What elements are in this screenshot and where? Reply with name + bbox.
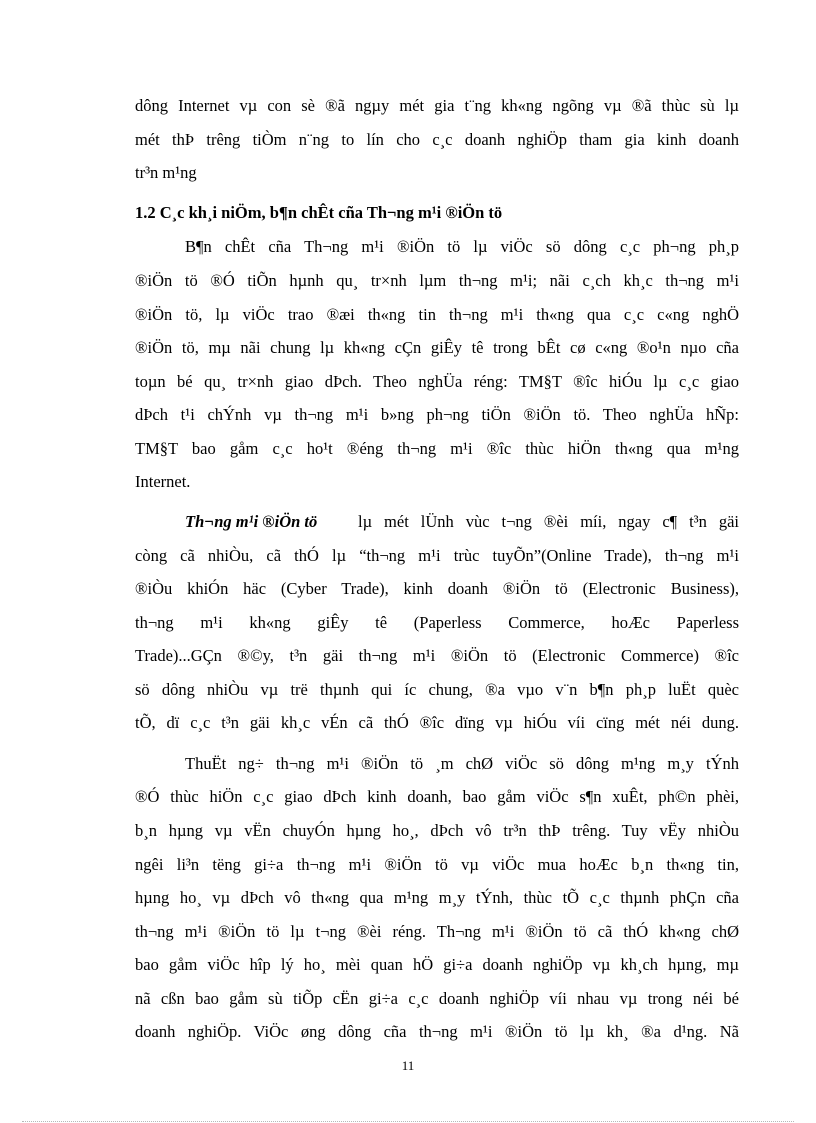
lead-term: Th¬ng m¹i ®iÖn tö	[185, 512, 318, 531]
text-line: dÞch t¹i chÝnh vµ th¬ng m¹i b»ng ph¬ng tiÖn ®iÖn tö. Theo nghÜa hÑp:	[135, 405, 739, 424]
page-number: 11	[401, 1058, 415, 1073]
text-line: Internet.	[135, 472, 191, 491]
text-line: toµn bé qu¸ tr×nh giao dÞch. Theo nghÜa réng: TM§T ®îc hiÓu lµ c¸c giao	[135, 372, 739, 391]
text-line: B¶n chÊt cña Th¬ng m¹i ®iÖn tö lµ viÖc sö dông c¸c ph¬ng ph¸p	[185, 237, 739, 256]
text-line: b¸n hµng vµ vËn chuyÓn hµng ho¸, dÞch vô tr³n thÞ trêng. Tuy vËy nhiÒu	[135, 821, 739, 840]
text-line: còng cã nhiÒu, cã thÓ lµ “th¬ng m¹i trùc tuyÕn”(Online Trade), th¬ng m¹i	[135, 546, 739, 565]
section-heading: 1.2 C¸c kh¸i niÖm, b¶n chÊt cña Th¬ng m¹i ®iÖn tö	[135, 203, 503, 222]
page-bottom-divider	[22, 1121, 794, 1122]
text-line: mét thÞ trêng tiÒm n¨ng to lín cho c¸c doanh nghiÖp tham gia kinh doanh	[135, 130, 739, 149]
text-line: sö dông nhiÒu vµ trë thµnh qui íc chung, ®a vµo v¨n b¶n ph¸p luËt quèc	[135, 680, 739, 699]
text-line: ThuËt ng÷ th¬ng m¹i ®iÖn tö ¸m chØ viÖc sö dông m¹ng m¸y tÝnh	[185, 754, 739, 773]
text-line: ngêi li³n tëng gi÷a th¬ng m¹i ®iÖn tö vµ viÖc mua hoÆc b¸n th«ng tin,	[135, 855, 739, 874]
text-line: ®iÖn tö, mµ nãi chung lµ kh«ng cÇn giÊy tê trong bÊt cø c«ng ®o¹n nµo cña	[135, 338, 739, 357]
text-line: th¬ng m¹i kh«ng giÊy tê (Paperless Commerce, hoÆc Paperless	[135, 613, 739, 632]
text-line: doanh nghiÖp. ViÖc øng dông cña th¬ng m¹i ®iÖn tö lµ kh¸ ®a d¹ng. Nã	[135, 1022, 739, 1041]
text-line: ®iÖn tö ®Ó tiÕn hµnh qu¸ tr×nh lµm th¬ng m¹i; nãi c¸ch kh¸c th¬ng m¹i	[135, 271, 739, 290]
text-line: dông Internet vµ con sè ®ã ngµy mét gia t¨ng kh«ng ngõng vµ ®ã thùc sù lµ	[135, 96, 739, 115]
text-line: ®Ó thùc hiÖn c¸c giao dÞch kinh doanh, bao gåm viÖc s¶n xuÊt, ph©n phèi,	[135, 787, 739, 806]
text-line: th¬ng m¹i ®iÖn tö lµ t¬ng ®èi réng. Th¬ng m¹i ®iÖn tö cã thÓ kh«ng chØ	[135, 922, 739, 941]
text-line: ®iÒu khiÓn häc (Cyber Trade), kinh doanh ®iÖn tö (Electronic Business),	[135, 579, 739, 598]
text-line: tr³n m¹ng	[135, 163, 197, 182]
text-line: nã cßn bao gåm sù tiÕp cËn gi÷a c¸c doanh nghiÖp víi nhau vµ trong néi bé	[135, 989, 739, 1008]
text-line: hµng ho¸ vµ dÞch vô th«ng qua m¹ng m¸y tÝnh, thùc tÕ c¸c thµnh phÇn cña	[135, 888, 739, 907]
text-line: tÕ, dï c¸c t³n gäi kh¸c vÉn cã thÓ ®îc dïng vµ hiÓu víi cïng mét néi dung.	[135, 713, 739, 732]
text-line: Trade)...GÇn ®©y, t³n gäi th¬ng m¹i ®iÖn tö (Electronic Commerce) ®îc	[135, 646, 739, 665]
text-line: TM§T bao gåm c¸c ho¹t ®éng th¬ng m¹i ®îc thùc hiÖn th«ng qua m¹ng	[135, 439, 739, 458]
text-line: lµ mét lÜnh vùc t¬ng ®èi míi, ngay c¶ t³n gäi	[358, 512, 739, 531]
text-line: bao gåm viÖc hîp lý ho¸ mèi quan hÖ gi÷a doanh nghiÖp vµ kh¸ch hµng, mµ	[135, 955, 739, 974]
text-line: ®iÖn tö, lµ viÖc trao ®æi th«ng tin th¬ng m¹i th«ng qua c¸c c«ng nghÖ	[135, 305, 739, 324]
